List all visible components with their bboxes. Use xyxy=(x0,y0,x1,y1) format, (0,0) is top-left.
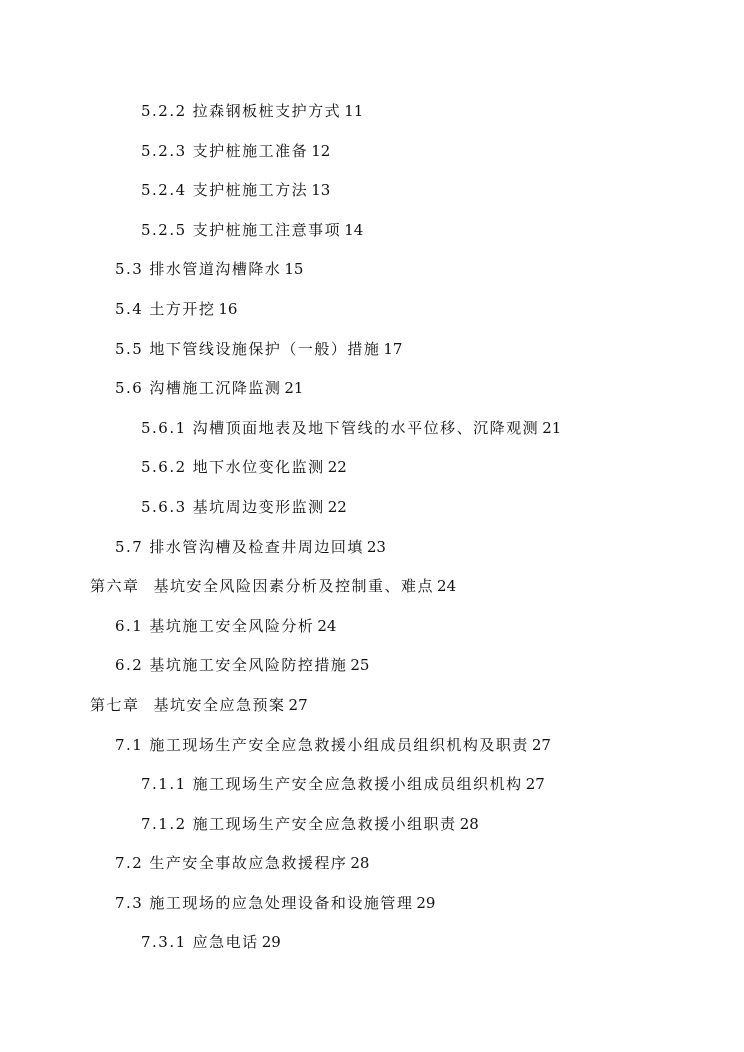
toc-entry-number: 5.6.1 xyxy=(141,418,187,437)
toc-entry-number: 7.2 xyxy=(115,854,144,873)
toc-entry[interactable] xyxy=(0,726,744,766)
toc-entry-page-number: 27 xyxy=(531,735,551,754)
toc-entry-page-number: 21 xyxy=(284,379,304,398)
toc-entry-page-number: 28 xyxy=(459,814,479,833)
toc-entry[interactable] xyxy=(0,567,744,607)
toc-entry-number: 5.5 xyxy=(115,339,144,358)
toc-entry-page-number: 29 xyxy=(416,893,436,912)
toc-entry-page-number: 25 xyxy=(350,656,370,675)
toc-entry-number: 6.2 xyxy=(115,656,144,675)
toc-entry[interactable] xyxy=(0,805,744,845)
toc-entry-title: 支护桩施工准备 xyxy=(192,141,309,160)
toc-entry-number: 5.6 xyxy=(115,379,144,398)
toc-entry-page-number: 27 xyxy=(288,695,308,714)
toc-entry-number: 5.2.4 xyxy=(141,181,187,200)
toc-entry-number: 7.1 xyxy=(115,735,144,754)
toc-entry[interactable] xyxy=(0,290,744,330)
toc-entry[interactable] xyxy=(0,923,744,963)
toc-entry[interactable] xyxy=(0,171,744,211)
toc-entry-page-number: 28 xyxy=(350,854,370,873)
toc-entry-page-number: 15 xyxy=(284,260,304,279)
toc-entry-title: 沟槽顶面地表及地下管线的水平位移、沉降观测 xyxy=(192,418,540,437)
toc-entry-page-number: 27 xyxy=(525,775,545,794)
toc-entry-title: 排水管沟槽及检查井周边回填 xyxy=(149,537,364,556)
toc-entry-title: 支护桩施工注意事项 xyxy=(192,220,342,239)
toc-entry-page-number: 17 xyxy=(383,339,403,358)
toc-entry-title: 支护桩施工方法 xyxy=(192,181,309,200)
toc-entry-number: 第七章 xyxy=(90,695,140,714)
toc-entry-number: 5.3 xyxy=(115,260,144,279)
toc-entry-page-number: 13 xyxy=(311,181,331,200)
toc-entry-title: 基坑施工安全风险防控措施 xyxy=(149,656,348,675)
toc-entry-title: 施工现场生产安全应急救援小组成员组织机构 xyxy=(192,775,523,794)
toc-entry-number: 5.4 xyxy=(115,299,144,318)
toc-entry-title: 土方开挖 xyxy=(149,299,216,318)
toc-entry-title: 基坑周边变形监测 xyxy=(192,497,325,516)
toc-entry-title: 拉森钢板桩支护方式 xyxy=(192,102,342,120)
table-of-contents xyxy=(0,92,744,963)
toc-entry-number: 5.2.5 xyxy=(141,220,187,239)
toc-entry[interactable] xyxy=(0,92,744,132)
toc-entry[interactable] xyxy=(0,884,744,924)
toc-entry-page-number: 22 xyxy=(327,458,347,477)
toc-entry-title: 基坑安全风险因素分析及控制重、难点 xyxy=(153,577,435,596)
toc-entry-page-number: 24 xyxy=(317,616,337,635)
toc-entry-page-number: 23 xyxy=(366,537,386,556)
toc-entry-page-number: 16 xyxy=(218,299,238,318)
toc-entry[interactable] xyxy=(0,211,744,251)
toc-entry-title: 施工现场生产安全应急救援小组职责 xyxy=(192,814,457,833)
toc-entry[interactable] xyxy=(0,765,744,805)
toc-entry-title: 地下水位变化监测 xyxy=(192,458,325,477)
toc-entry-title: 沟槽施工沉降监测 xyxy=(149,379,282,398)
toc-entry-number: 5.7 xyxy=(115,537,144,556)
toc-entry-number: 5.2.2 xyxy=(141,102,187,120)
toc-entry-title: 地下管线设施保护（一般）措施 xyxy=(149,339,381,358)
toc-entry-title: 施工现场生产安全应急救援小组成员组织机构及职责 xyxy=(149,735,529,754)
toc-entry-page-number: 29 xyxy=(261,933,281,952)
toc-entry-number: 7.1.1 xyxy=(141,775,187,794)
toc-entry-title: 生产安全事故应急救援程序 xyxy=(149,854,348,873)
toc-entry-number: 7.1.2 xyxy=(141,814,187,833)
toc-entry[interactable] xyxy=(0,646,744,686)
toc-entry-page-number: 21 xyxy=(542,418,562,437)
toc-entry-title: 基坑施工安全风险分析 xyxy=(149,616,315,635)
toc-entry-title: 排水管道沟槽降水 xyxy=(149,260,282,279)
toc-entry-number: 5.2.3 xyxy=(141,141,187,160)
toc-entry-page-number: 12 xyxy=(311,141,331,160)
toc-entry-title: 施工现场的应急处理设备和设施管理 xyxy=(149,893,414,912)
toc-entry[interactable] xyxy=(0,369,744,409)
toc-entry-title: 应急电话 xyxy=(192,933,259,952)
toc-entry-page-number: 24 xyxy=(437,577,457,596)
toc-entry[interactable] xyxy=(0,528,744,568)
toc-entry[interactable] xyxy=(0,132,744,172)
toc-entry-page-number: 11 xyxy=(344,102,364,120)
toc-entry-title: 基坑安全应急预案 xyxy=(153,695,286,714)
toc-entry-number: 5.6.3 xyxy=(141,497,187,516)
toc-entry[interactable] xyxy=(0,607,744,647)
toc-entry-number: 6.1 xyxy=(115,616,144,635)
toc-entry[interactable] xyxy=(0,686,744,726)
toc-entry[interactable] xyxy=(0,250,744,290)
toc-entry[interactable] xyxy=(0,409,744,449)
toc-entry-page-number: 22 xyxy=(327,497,347,516)
toc-entry-page-number: 14 xyxy=(344,220,364,239)
toc-entry-number: 第六章 xyxy=(90,577,140,596)
toc-entry-number: 7.3 xyxy=(115,893,144,912)
toc-entry-number: 7.3.1 xyxy=(141,933,187,952)
toc-entry-number: 5.6.2 xyxy=(141,458,187,477)
toc-entry[interactable] xyxy=(0,448,744,488)
toc-entry[interactable] xyxy=(0,844,744,884)
toc-entry[interactable] xyxy=(0,330,744,370)
toc-entry[interactable] xyxy=(0,488,744,528)
